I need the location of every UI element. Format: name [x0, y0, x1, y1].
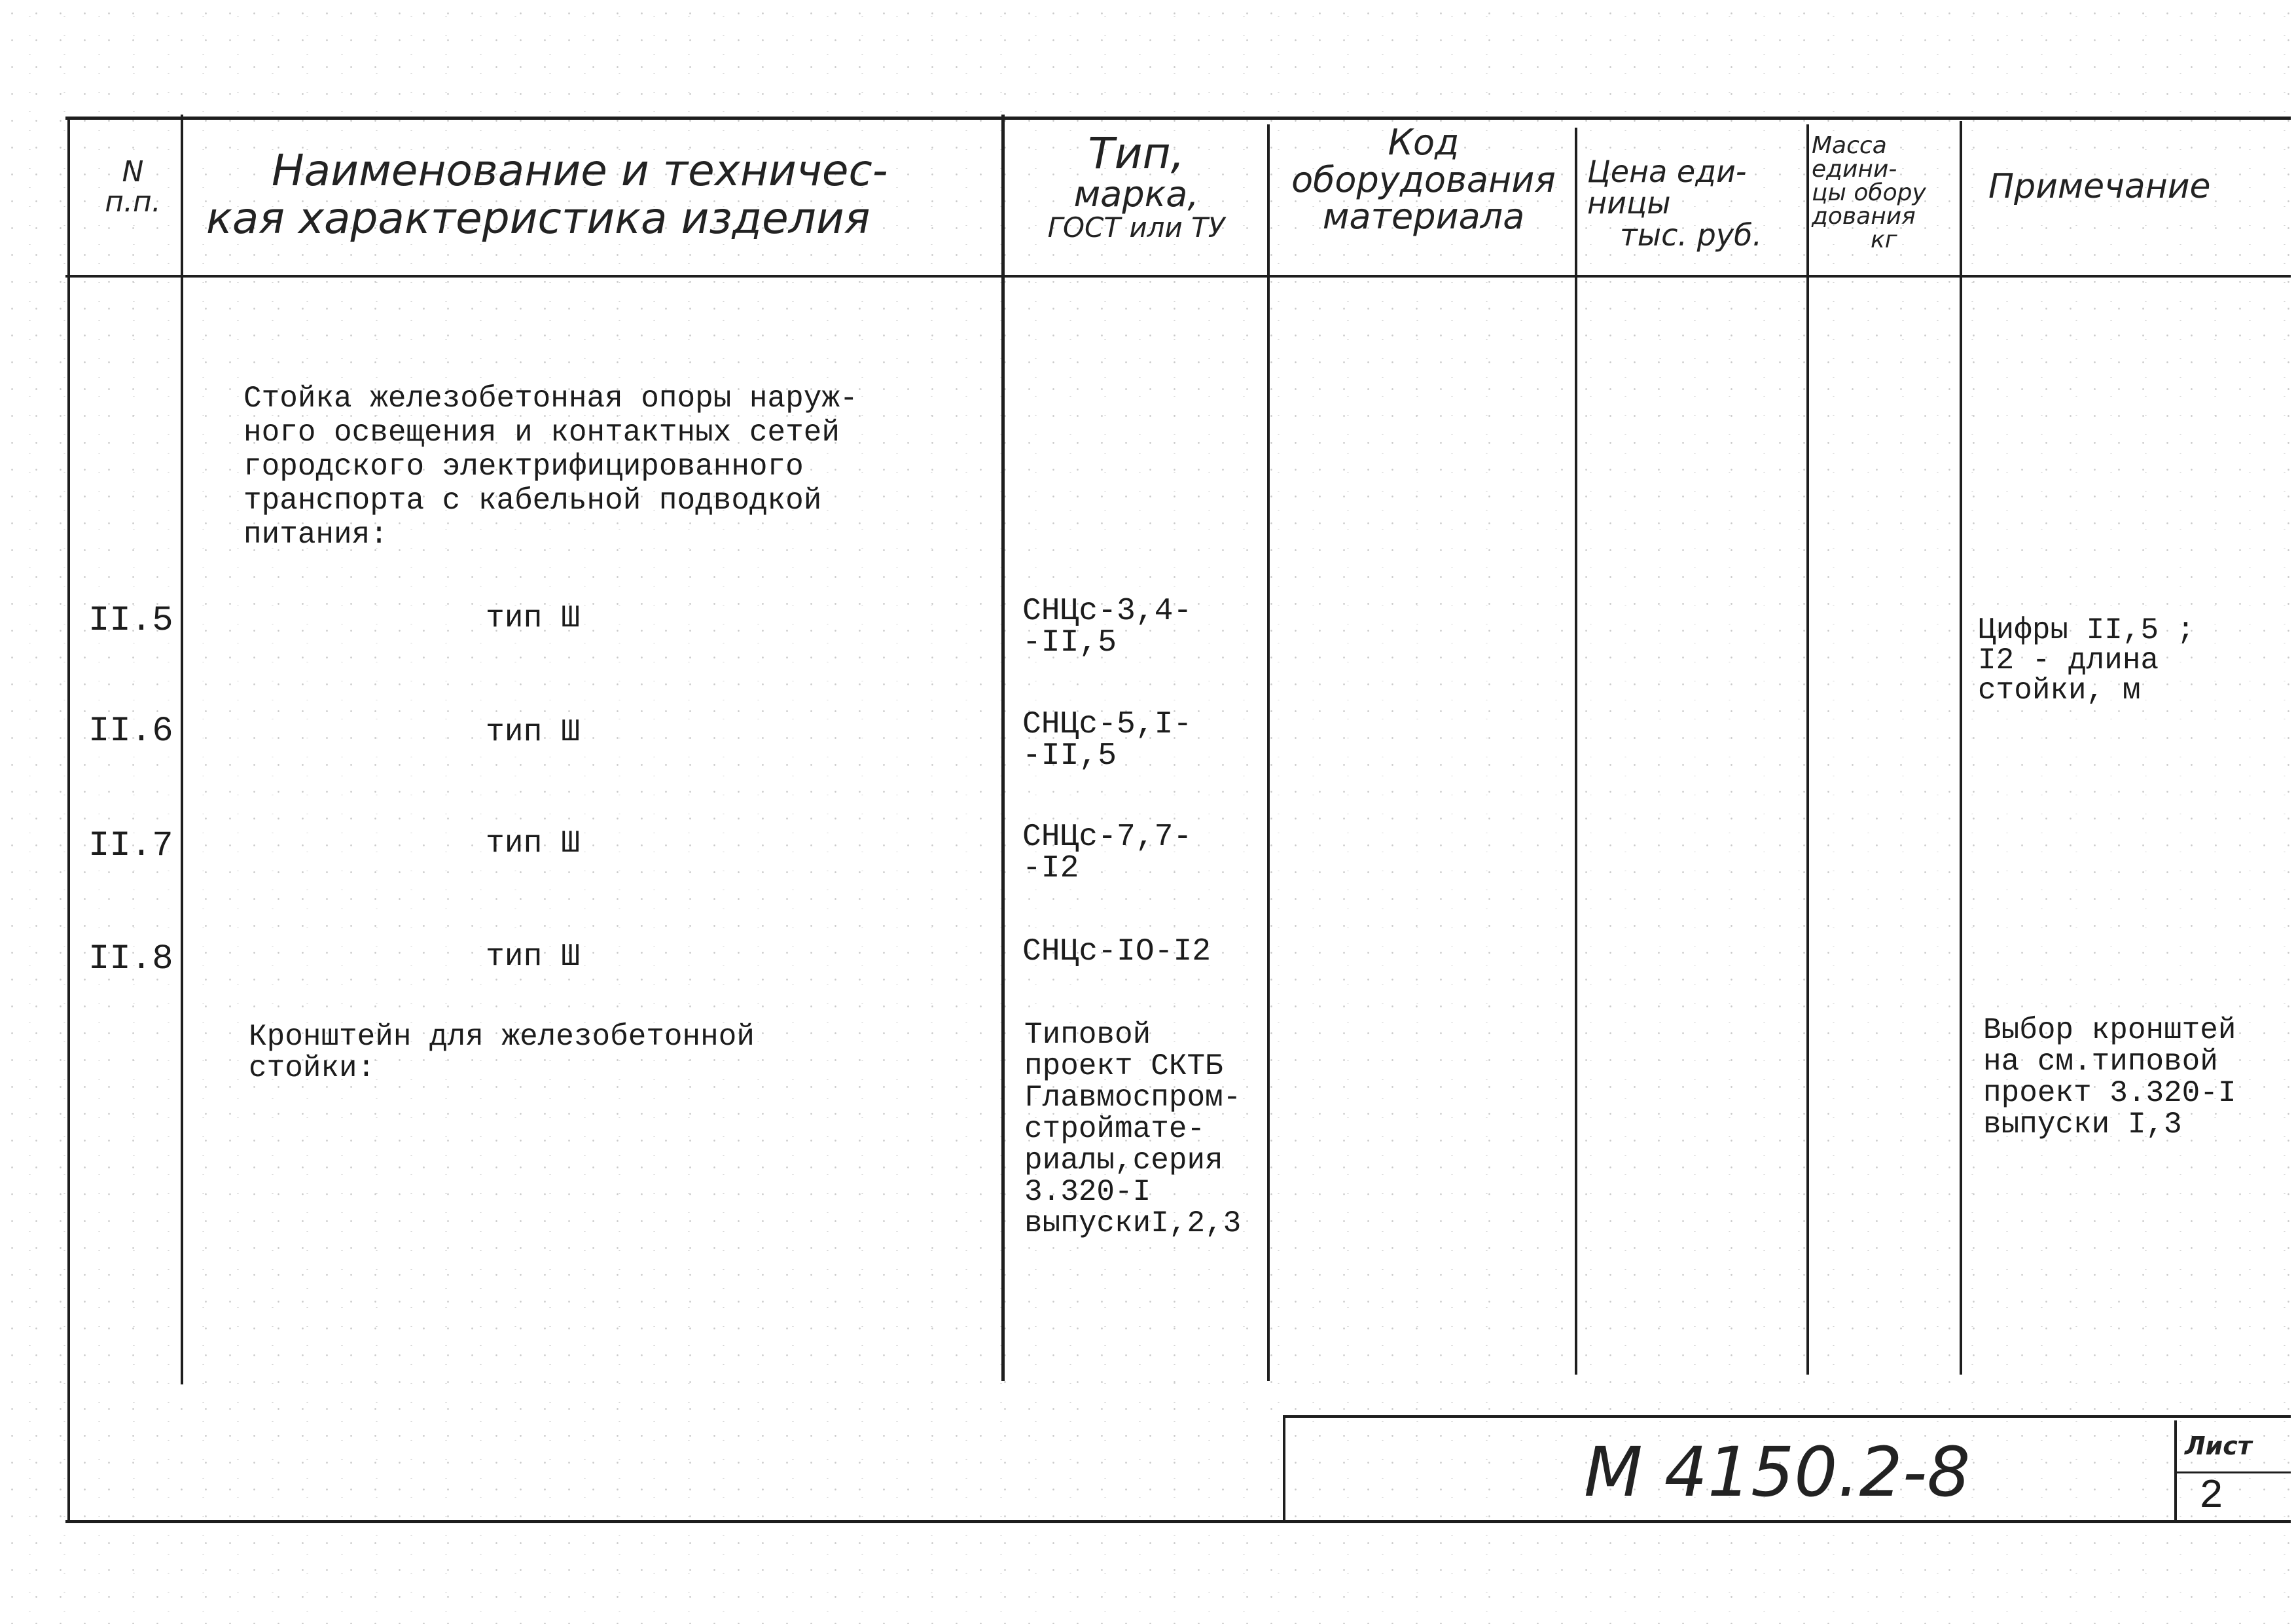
header-mass [1812, 134, 1926, 252]
intro-line3: городского электрифицированного [243, 450, 804, 484]
row-3-type-line1: СНЦс-7,7- [1022, 820, 1193, 855]
col-divider-2 [1001, 115, 1005, 1381]
intro-line4: транспорта с кабельной подводкой [243, 484, 822, 518]
bracket-type-line7: выпускиI,2,3 [1024, 1206, 1242, 1240]
bracket-type-line2: проект СКТБ [1024, 1049, 1223, 1083]
bracket-type [1024, 1019, 1241, 1239]
bracket-note [1983, 1015, 2236, 1140]
row-1-note [1978, 615, 2195, 706]
row-1-type-line1: СНЦс-3,4- [1022, 594, 1193, 629]
bracket-type-line4: стройmате- [1024, 1112, 1206, 1146]
bracket-name-line2: стойки: [249, 1051, 376, 1085]
header-mass-line1: Масса [1812, 132, 1887, 159]
header-name-line1: Наименование и техничес- [272, 145, 888, 196]
row-2-type-line2: -II,5 [1022, 738, 1117, 774]
page-bottom-border [65, 1520, 2291, 1523]
header-mass-line2: едини- [1812, 156, 1897, 183]
bracket-note-line4: выпуски I,3 [1983, 1108, 2182, 1142]
stamp-top-border [1283, 1415, 2291, 1418]
bracket-type-line1: Типовой [1024, 1018, 1151, 1052]
header-number-line1: N [122, 155, 144, 189]
header-code-line3: материала [1322, 196, 1525, 238]
header-type-line3: ГОСТ или ТУ [1047, 211, 1225, 244]
sheet-box-divider [2174, 1471, 2291, 1473]
header-number [84, 157, 182, 217]
row-3-type [1022, 821, 1192, 884]
col-divider-1 [181, 115, 183, 1384]
row-1-note-line3: стойки, м [1978, 674, 2141, 708]
row-4-type-line1: СНЦс-IO-I2 [1022, 934, 1211, 969]
sheet-number: 2 [2199, 1473, 2224, 1519]
bracket-type-line6: 3.320-I [1024, 1175, 1151, 1209]
bracket-note-line3: проект 3.320-I [1983, 1076, 2236, 1110]
row-1-number: II.5 [88, 601, 173, 641]
header-mass-line4: дования [1812, 203, 1916, 230]
header-type [1005, 128, 1267, 244]
header-number-line2: п.п. [105, 185, 161, 219]
intro-line5: питания: [243, 518, 388, 552]
col-divider-6 [1960, 121, 1962, 1375]
header-code-line2: оборудования [1291, 158, 1556, 200]
col-divider-4 [1575, 128, 1577, 1375]
header-code-line1: Код [1388, 122, 1460, 163]
row-1-note-line1: Цифры II,5 ; [1978, 613, 2195, 647]
document-code: М 4150.2-8 [1584, 1432, 1971, 1512]
row-1-type-line2: -II,5 [1022, 625, 1117, 660]
bracket-note-line1: Выбор кронштей [1983, 1013, 2236, 1047]
header-type-line2: марка, [1073, 173, 1199, 215]
bracket-name-line1: Кронштейн для железобетонной [249, 1020, 755, 1054]
row-1-name: тип Ш [486, 601, 581, 636]
row-4-type [1022, 936, 1211, 967]
header-bottom-border [65, 275, 2291, 278]
bracket-note-line2: на см.типовой [1983, 1045, 2218, 1079]
header-name-line2: кая характеристика изделия [206, 192, 870, 244]
col-divider-5 [1806, 124, 1809, 1375]
intro-line1: Стойка железобетонная опоры наруж- [243, 382, 858, 416]
intro-description [243, 382, 858, 552]
intro-line2: ного освещения и контактных сетей [243, 416, 840, 450]
bracket-type-line3: Главмоспром- [1024, 1081, 1242, 1115]
header-price [1587, 156, 1762, 251]
header-type-line1: Тип, [1088, 128, 1185, 179]
bracket-type-line5: риалы,серия [1024, 1144, 1223, 1178]
header-note-line1: Примечание [1988, 167, 2211, 206]
table-left-border [67, 117, 70, 1523]
header-price-line2: ницы [1587, 185, 1671, 221]
row-2-number: II.6 [88, 712, 173, 751]
sheet-label: Лист [2185, 1432, 2252, 1460]
header-mass-line5: кг [1871, 226, 1897, 253]
header-price-line1: Цена еди- [1587, 154, 1747, 189]
stamp-left-border [1283, 1415, 1285, 1523]
header-mass-line3: цы обору [1812, 179, 1926, 206]
row-2-name: тип Ш [486, 715, 581, 750]
row-3-number: II.7 [88, 826, 173, 866]
header-price-line3: тыс. руб. [1620, 217, 1763, 253]
header-code [1270, 124, 1577, 236]
row-1-type [1022, 596, 1192, 659]
header-note [1988, 169, 2211, 205]
row-2-type [1022, 709, 1192, 772]
row-3-type-line2: -I2 [1022, 851, 1079, 886]
row-4-name: тип Ш [486, 939, 581, 975]
row-4-number: II.8 [88, 939, 173, 979]
col-divider-3 [1267, 124, 1270, 1381]
row-3-name: тип Ш [486, 826, 581, 861]
row-2-type-line1: СНЦс-5,I- [1022, 707, 1193, 742]
row-1-note-line2: I2 - длина [1978, 643, 2159, 677]
table-top-border [65, 117, 2291, 120]
header-name [206, 147, 888, 242]
bracket-name [249, 1021, 755, 1084]
